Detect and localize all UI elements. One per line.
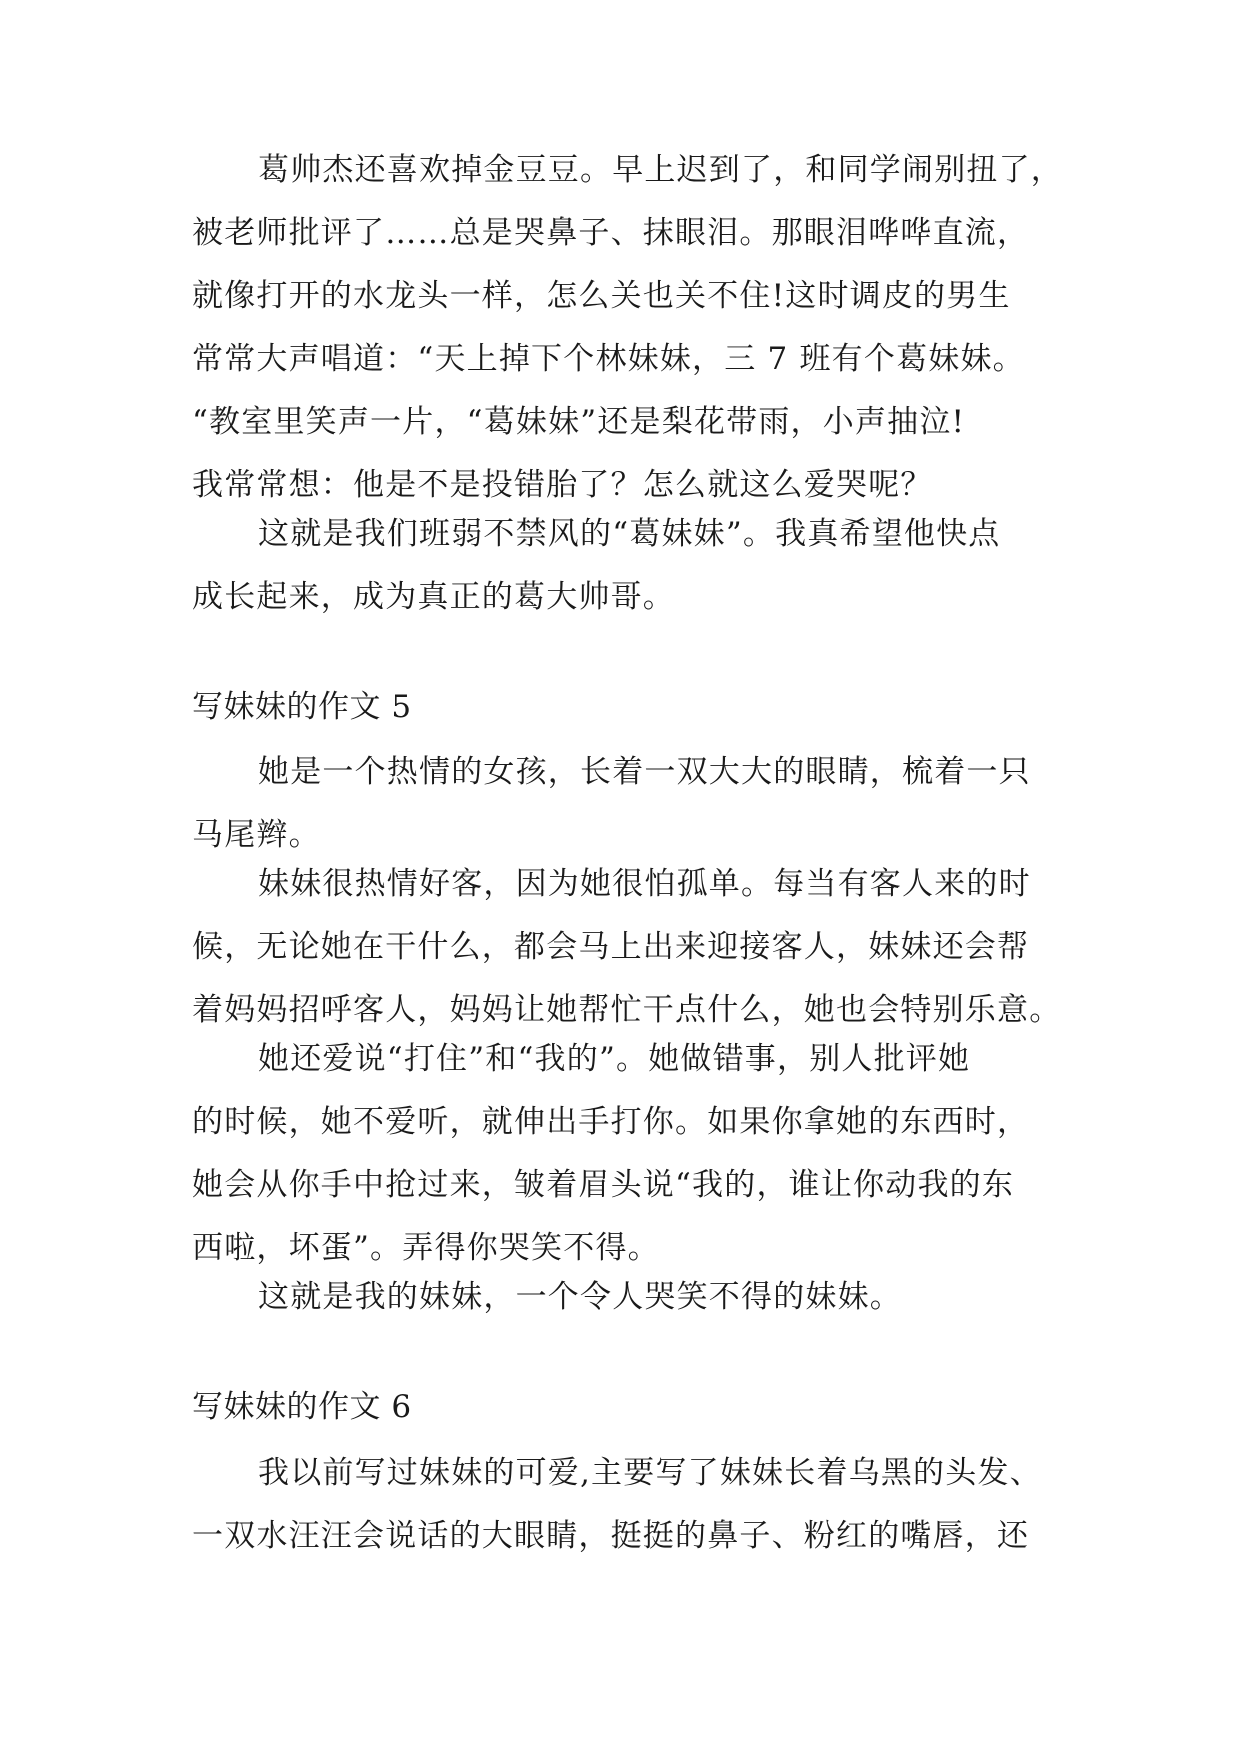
paragraph-line: 这就是我们班弱不禁风的“葛妹妹”。我真希望他快点: [258, 516, 1001, 552]
paragraph-line: 马尾辫。: [192, 817, 321, 853]
paragraph-line: 候，无论她在干什么，都会马上出来迎接客人，妹妹还会帮: [192, 929, 1030, 965]
paragraph-line: 这就是我的妹妹，一个令人哭笑不得的妹妹。: [258, 1279, 902, 1315]
paragraph-line: 葛帅杰还喜欢掉金豆豆。早上迟到了，和同学闹别扭了，: [258, 152, 1063, 188]
paragraph-line: 一双水汪汪会说话的大眼睛，挺挺的鼻子、粉红的嘴唇，还: [192, 1518, 1030, 1554]
paragraph-line: 常常大声唱道：“天上掉下个林妹妹，三 7 班有个葛妹妹。: [192, 341, 1025, 377]
paragraph-line: 的时候，她不爱听，就伸出手打你。如果你拿她的东西时，: [192, 1104, 1030, 1140]
essay-heading: 写妹妹的作文 6: [192, 1389, 412, 1425]
paragraph-line: 西啦，坏蛋”。弄得你哭笑不得。: [192, 1230, 660, 1266]
paragraph-line: 我以前写过妹妹的可爱,主要写了妹妹长着乌黑的头发、: [258, 1455, 1042, 1491]
paragraph-line: 她还爱说“打住”和“我的”。她做错事，别人批评她: [258, 1041, 971, 1077]
paragraph-line: 被老师批评了……总是哭鼻子、抹眼泪。那眼泪哗哗直流，: [192, 215, 1030, 251]
paragraph-line: 着妈妈招呼客人，妈妈让她帮忙干点什么，她也会特别乐意。: [192, 992, 1062, 1028]
paragraph-line: 成长起来，成为真正的葛大帅哥。: [192, 579, 675, 615]
paragraph-line: “教室里笑声一片，“葛妹妹”还是梨花带雨，小声抽泣!: [192, 404, 966, 440]
essay-heading: 写妹妹的作文 5: [192, 689, 412, 725]
paragraph-line: 我常常想：他是不是投错胎了？怎么就这么爱哭呢？: [192, 467, 933, 503]
paragraph-line: 妹妹很热情好客，因为她很怕孤单。每当有客人来的时: [258, 866, 1031, 902]
paragraph-line: 她会从你手中抢过来，皱着眉头说“我的，谁让你动我的东: [192, 1167, 1015, 1203]
paragraph-line: 就像打开的水龙头一样，怎么关也关不住!这时调皮的男生: [192, 278, 1011, 314]
paragraph-line: 她是一个热情的女孩，长着一双大大的眼睛，梳着一只: [258, 754, 1031, 790]
